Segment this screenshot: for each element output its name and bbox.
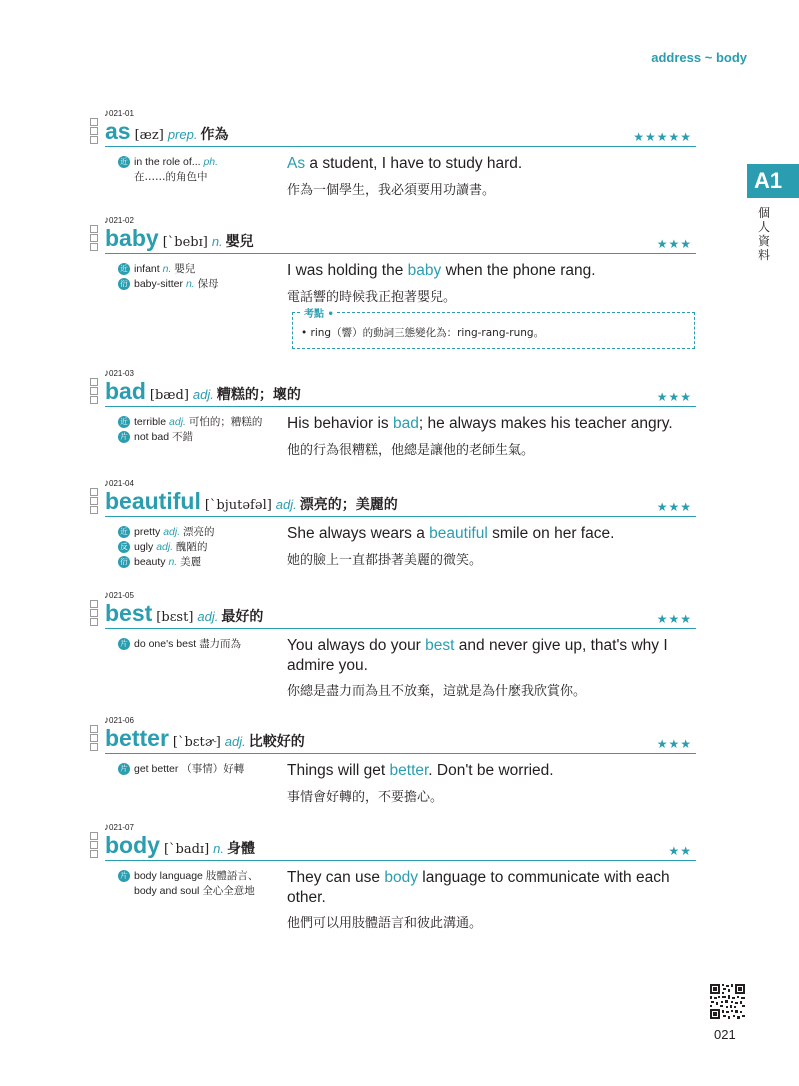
related-words: [118, 637, 268, 652]
example: [287, 868, 697, 931]
related-item: 片 body language 肢體語言、body and soul 全心全意地: [118, 869, 268, 899]
headword: best: [105, 600, 153, 626]
audio-track[interactable]: ♪021-06: [104, 715, 134, 726]
star-rating: ★★★: [656, 737, 692, 751]
badge-icon: 近: [118, 526, 130, 538]
running-head: address ~ body: [651, 50, 747, 65]
related-item: 近 pretty adj. 漂亮的: [118, 525, 268, 540]
example-translation: 事情會好轉的，不要擔心。: [287, 789, 444, 805]
phonetic: [ˋbɛtɚ]: [172, 735, 221, 750]
example-translation: 她的臉上一直都掛著美麗的微笑。: [287, 552, 483, 568]
example: [287, 636, 697, 699]
key-point-text: • ring（響）的動詞三態變化為：ring-rang-rung。: [301, 327, 545, 339]
key-point-box: [292, 309, 695, 349]
phonetic: [bɛst]: [156, 610, 194, 625]
example: [287, 414, 697, 458]
example-sentence: Things will get better. Don't be worried.: [287, 762, 554, 779]
related-item: 近 infant n. 嬰兒: [118, 262, 268, 277]
related-item: 衍 beauty n. 美麗: [118, 555, 268, 570]
related-words: [118, 415, 268, 445]
headword-line: [105, 378, 696, 404]
divider: [105, 406, 696, 407]
phonetic: [ˋbebɪ]: [162, 235, 208, 250]
headword: body: [105, 832, 160, 858]
headword-line: [105, 225, 696, 251]
example: [287, 154, 697, 198]
meaning: 最好的: [221, 609, 264, 625]
related-words: [118, 262, 268, 292]
part-of-speech: n.: [213, 841, 224, 856]
divider: [105, 253, 696, 254]
badge-icon: 片: [118, 431, 130, 443]
example-translation: 電話響的時候我正抱著嬰兒。: [287, 289, 457, 305]
star-rating: ★★★★★: [633, 130, 692, 144]
star-rating: ★★★: [656, 237, 692, 251]
example-translation: 你總是盡力而為且不放棄，這就是為什麼我欣賞你。: [287, 684, 587, 699]
headword-line: [105, 118, 696, 144]
entry-better: [90, 715, 696, 810]
example-sentence: She always wears a beautiful smile on her face.: [287, 525, 615, 542]
meaning: 比較好的: [248, 734, 305, 750]
badge-icon: 片: [118, 763, 130, 775]
example-translation: 作為一個學生，我必須要用功讀書。: [287, 182, 496, 198]
key-point-label: 考點 •: [301, 305, 337, 320]
badge-icon: 片: [118, 638, 130, 650]
entry-bad: [90, 368, 696, 468]
audio-track[interactable]: ♪021-02: [104, 215, 134, 226]
example: [287, 261, 697, 305]
badge-icon: 片: [118, 870, 130, 882]
headword-line: [105, 832, 696, 858]
divider: [105, 860, 696, 861]
entry-baby: [90, 215, 696, 355]
music-note-icon: ♪: [104, 590, 109, 601]
example-sentence: His behavior is bad; he always makes his teacher angry.: [287, 415, 673, 432]
entry-as: [90, 108, 696, 208]
part-of-speech: adj.: [224, 734, 246, 749]
checkboxes[interactable]: [90, 832, 98, 859]
checkboxes[interactable]: [90, 378, 98, 405]
divider: [105, 628, 696, 629]
qr-code-icon[interactable]: [709, 983, 746, 1020]
entry-best: [90, 590, 696, 700]
star-rating: ★★★: [656, 500, 692, 514]
example: [287, 524, 697, 568]
related-item: 片 not bad 不錯: [118, 430, 268, 445]
headword: beautiful: [105, 488, 201, 514]
phonetic: [ˋbadɪ]: [163, 842, 210, 857]
phonetic: [ˋbjutəfəl]: [204, 498, 272, 513]
headword-line: [105, 725, 696, 751]
related-words: [118, 155, 268, 185]
phonetic: [bæd]: [149, 388, 189, 403]
related-item: 反 ugly adj. 醜陋的: [118, 540, 268, 555]
star-rating: ★★★: [656, 390, 692, 404]
example-translation: 他的行為很糟糕，他總是讓他的老師生氣。: [287, 442, 535, 458]
star-rating: ★★: [668, 844, 692, 858]
divider: [105, 753, 696, 754]
music-note-icon: ♪: [104, 368, 109, 379]
example-sentence: I was holding the baby when the phone rang.: [287, 262, 596, 279]
checkboxes[interactable]: [90, 488, 98, 515]
badge-icon: 反: [118, 541, 130, 553]
divider: [105, 516, 696, 517]
chapter-tab: A1: [747, 164, 799, 198]
badge-icon: 衍: [118, 556, 130, 568]
chapter-category: 個人資料: [757, 206, 770, 262]
audio-track[interactable]: ♪021-01: [104, 108, 134, 119]
meaning: 身體: [227, 841, 255, 857]
music-note-icon: ♪: [104, 215, 109, 226]
checkboxes[interactable]: [90, 118, 98, 145]
headword-line: [105, 488, 696, 514]
headword: as: [105, 118, 131, 144]
part-of-speech: adj.: [197, 609, 219, 624]
music-note-icon: ♪: [104, 822, 109, 833]
part-of-speech: adj.: [192, 387, 214, 402]
audio-track[interactable]: ♪021-04: [104, 478, 134, 489]
headword-line: [105, 600, 696, 626]
example-translation: 他們可以用肢體語言和彼此溝通。: [287, 916, 483, 931]
audio-track[interactable]: ♪021-07: [104, 822, 134, 833]
audio-track[interactable]: ♪021-05: [104, 590, 134, 601]
entry-body: [90, 822, 696, 932]
audio-track[interactable]: ♪021-03: [104, 368, 134, 379]
phonetic: [æz]: [134, 128, 164, 143]
music-note-icon: ♪: [104, 478, 109, 489]
meaning: 漂亮的；美麗的: [299, 497, 398, 513]
related-words: [118, 869, 268, 899]
related-words: [118, 525, 268, 570]
part-of-speech: n.: [211, 234, 223, 249]
example-sentence: You always do your best and never give up, that's why I admire you.: [287, 637, 668, 674]
headword: better: [105, 725, 169, 751]
checkboxes[interactable]: [90, 725, 98, 752]
part-of-speech: prep.: [167, 127, 198, 142]
star-rating: ★★★: [656, 612, 692, 626]
checkboxes[interactable]: [90, 225, 98, 252]
badge-icon: 衍: [118, 278, 130, 290]
related-item: 片 get better （事情）好轉: [118, 762, 268, 777]
music-note-icon: ♪: [104, 715, 109, 726]
part-of-speech: adj.: [275, 497, 297, 512]
example: [287, 761, 697, 805]
music-note-icon: ♪: [104, 108, 109, 119]
meaning: 嬰兒: [225, 234, 254, 250]
headword: baby: [105, 225, 159, 251]
badge-icon: 近: [118, 156, 130, 168]
checkboxes[interactable]: [90, 600, 98, 627]
badge-icon: 近: [118, 416, 130, 428]
page-number: 021: [714, 1027, 736, 1042]
example-sentence: As a student, I have to study hard.: [287, 155, 523, 172]
meaning: 作為: [200, 127, 229, 143]
related-item: 片 do one's best 盡力而為: [118, 637, 268, 652]
entry-beautiful: [90, 478, 696, 578]
related-words: [118, 762, 268, 777]
badge-icon: 近: [118, 263, 130, 275]
related-item: 近 terrible adj. 可怕的；糟糕的: [118, 415, 268, 430]
related-item: 近 in the role of... ph. 在……的角色中: [118, 155, 268, 185]
divider: [105, 146, 696, 147]
related-item: 衍 baby-sitter n. 保母: [118, 277, 268, 292]
headword: bad: [105, 378, 146, 404]
example-sentence: They can use body language to communicate with each other.: [287, 869, 670, 906]
meaning: 糟糕的；壞的: [216, 387, 301, 403]
